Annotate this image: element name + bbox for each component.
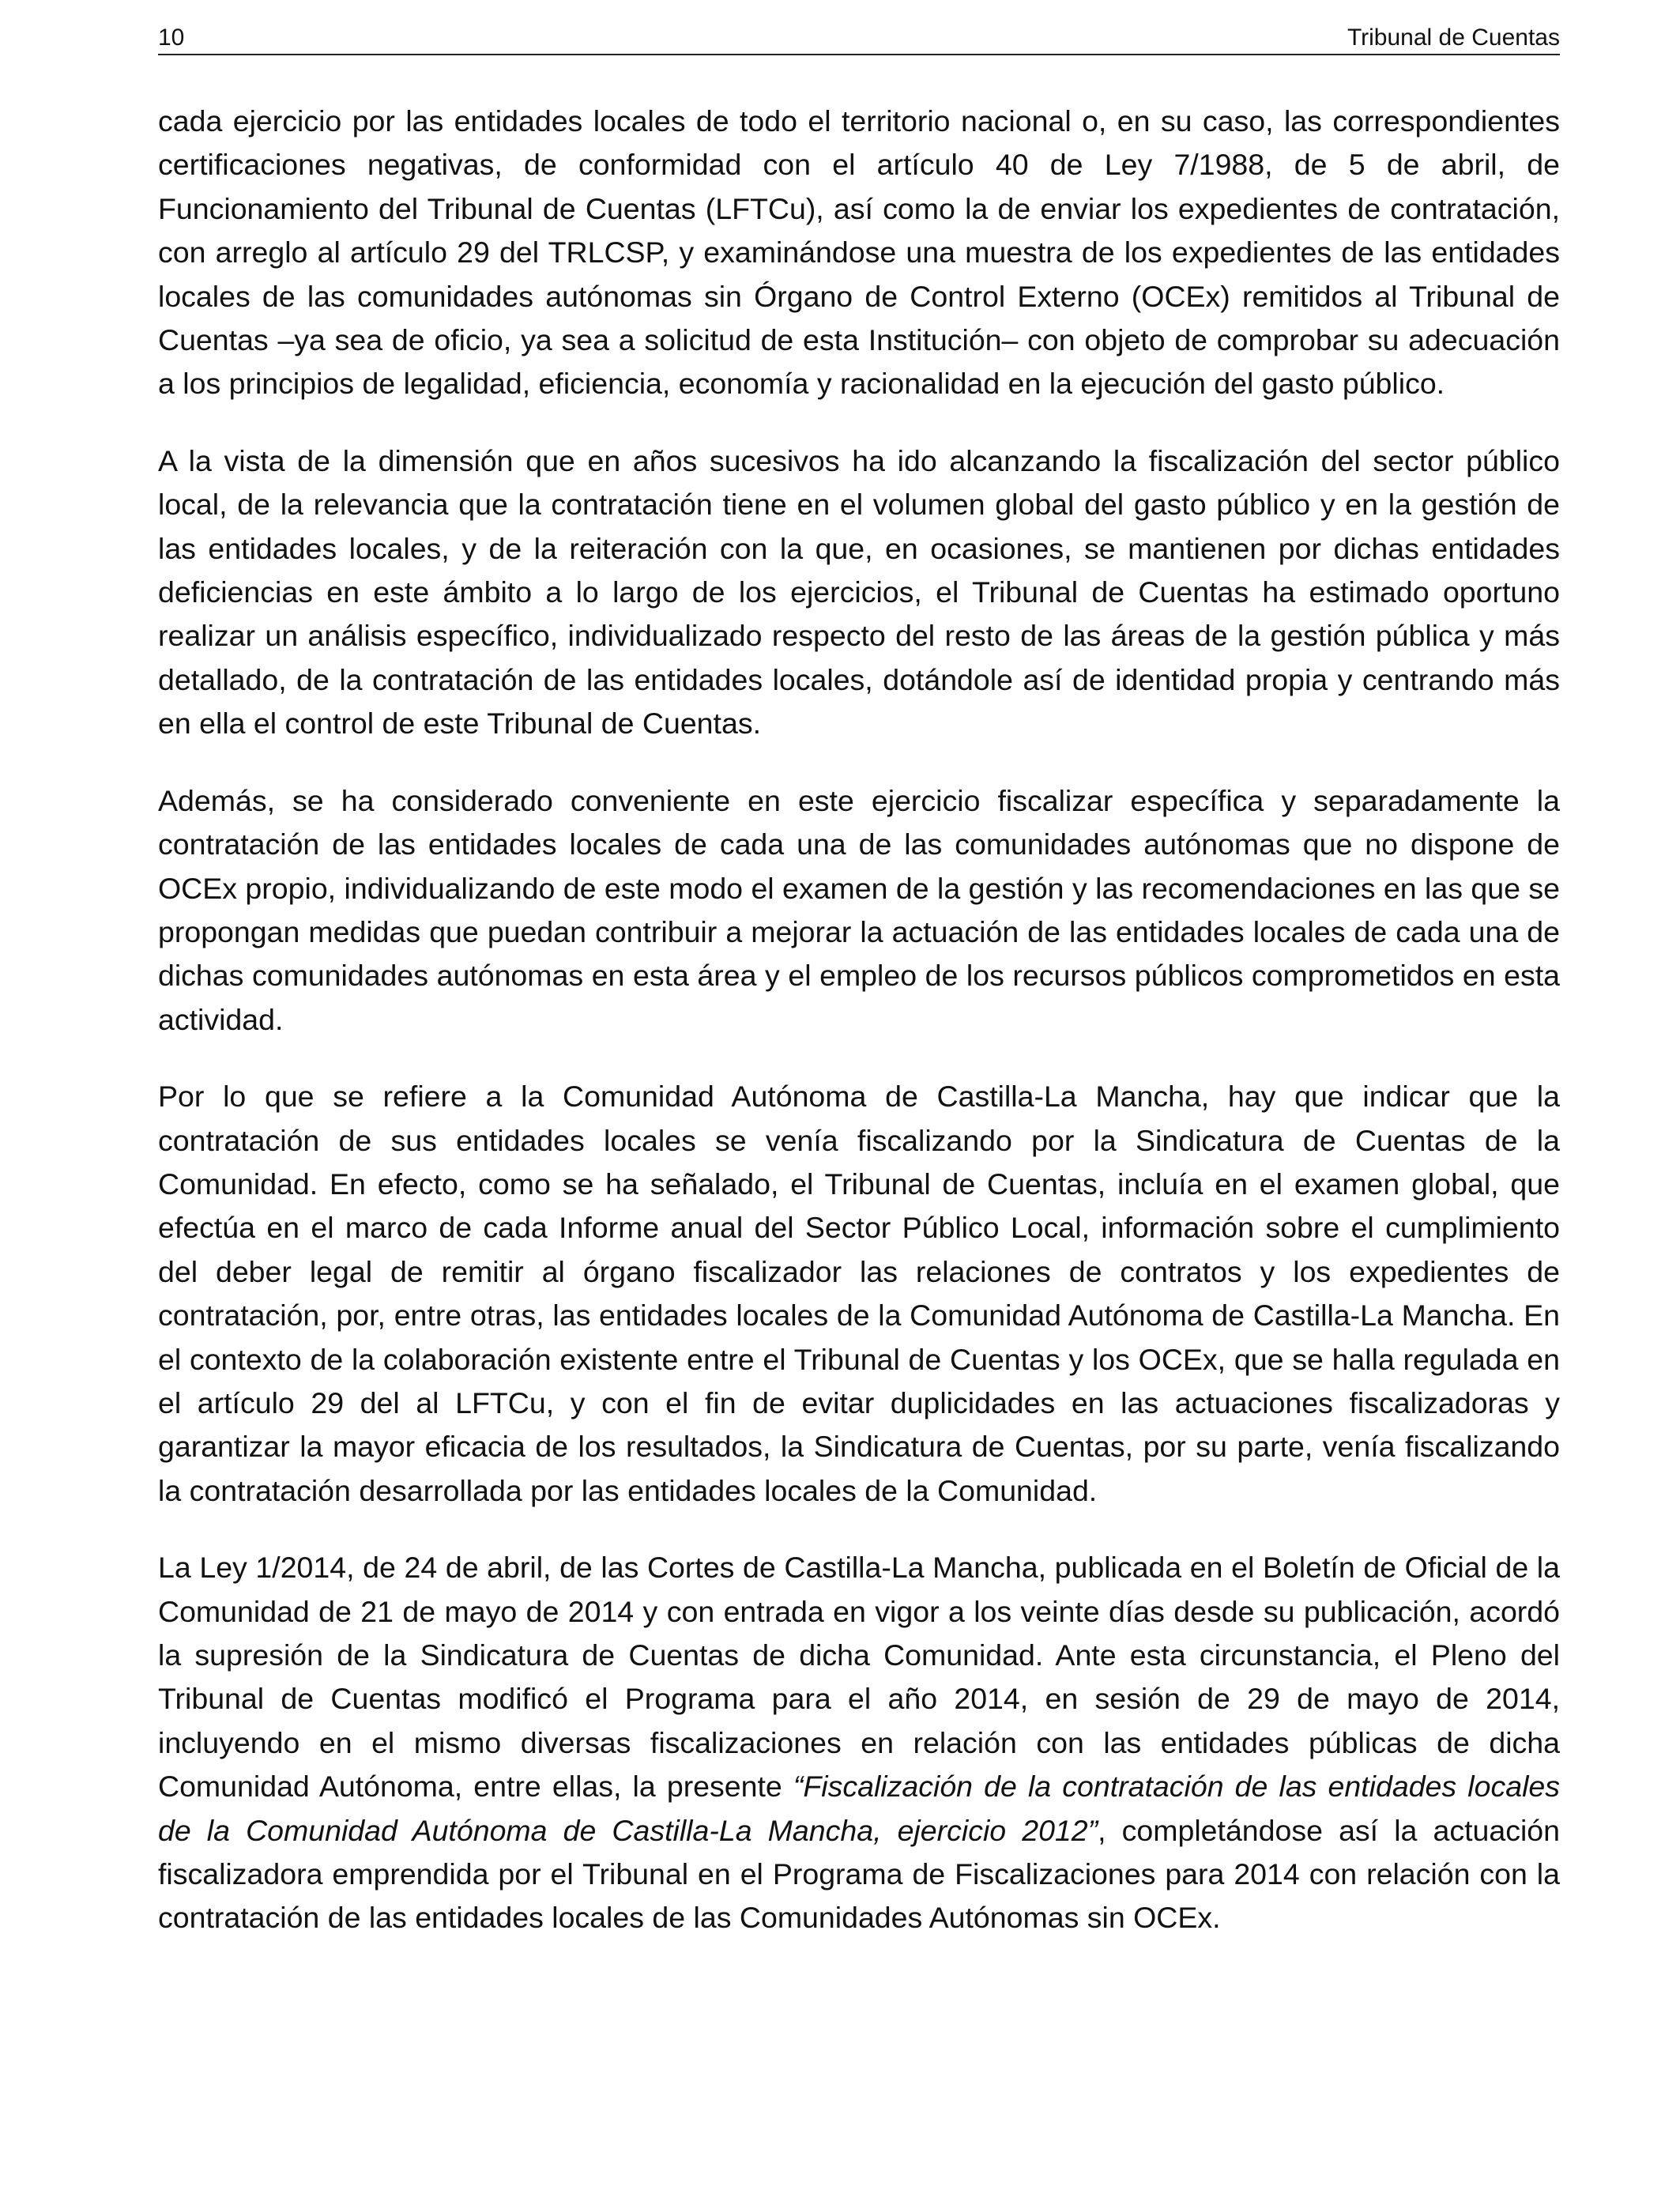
document-body — [158, 100, 1560, 1940]
paragraph-5 — [158, 1546, 1560, 1940]
paragraph-3: Además, se ha considerado conveniente en este ejercicio fiscalizar específica y separadamente la contratación de las entidades locales de cada una de las comunidades autónomas que no dispone de OCEx propio, individualizando de este modo el examen de la gestión y las recomendaciones en las que se propongan medidas que puedan contribuir a mejorar la actuación de las entidades locales de cada una de dichas comunidades autónomas en esta área y el empleo de los recursos públicos comprometidos en esta actividad. — [158, 783, 1560, 1036]
paragraph-2: A la vista de la dimensión que en años sucesivos ha ido alcanzando la fiscalización del sector público local, de la relevancia que la contratación tiene en el volumen global del gasto público y en la gestión de las entidades locales, y de la reiteración con la que, en ocasiones, se mantienen por dichas entidades deficiencias en este ámbito a lo largo de los ejercicios, el Tribunal de Cuentas ha estimado oportuno realizar un análisis específico, individualizado respecto del resto de las áreas de la gestión pública y más detallado, de la contratación de las entidades locales, dotándole así de identidad propia y centrando más en ella el control de este Tribunal de Cuentas. — [158, 443, 1560, 741]
paragraph-1: cada ejercicio por las entidades locales de todo el territorio nacional o, en su caso, las correspondientes certificaciones negativas, de conformidad con el artículo 40 de Ley 7/1988, de 5 de abril, de Funcionamiento del Tribunal de Cuentas (LFTCu), así como la de enviar los expedientes de contratación, con arreglo al artículo 29 del TRLCSP, y examinándose una muestra de los expedientes de las entidades locales de las comunidades autónomas sin Órgano de Control Externo (OCEx) remitidos al Tribunal de Cuentas –ya sea de oficio, ya sea a solicitud de esta Institución– con objeto de comprobar su adecuación a los principios de legalidad, eficiencia, economía y racionalidad en la ejecución del gasto público. — [158, 104, 1560, 401]
paragraph-5-start: La Ley 1/2014, de 24 de abril, de las Cortes de Castilla-La Mancha, publicada en el Boletín de Oficial de la Comunidad de 21 de mayo de 2014 y con entrada en vigor a los veinte días desde su publicación, acordó la supresión de la Sindicatura de Cuentas de dicha Comunidad. Ante esta circunstancia, el Pleno del Tribunal de Cuentas modificó el Programa para el año 2014, en sesión de 29 de mayo de 2014, incluyendo en el mismo diversas fiscalizaciones en relación con las entidades públicas de dicha Comunidad Autónoma, entre ellas, la presente — [158, 1551, 1560, 1804]
page-number: 10 — [158, 25, 185, 51]
page-header — [158, 22, 1560, 55]
paragraph-4: Por lo que se refiere a la Comunidad Autónoma de Castilla-La Mancha, hay que indicar que la contratación de sus entidades locales se venía fiscalizando por la Sindicatura de Cuentas de la Comunidad. En efecto, como se ha señalado, el Tribunal de Cuentas, incluía en el examen global, que efectúa en el marco de cada Informe anual del Sector Público Local, información sobre el cumplimiento del deber legal de remitir al órgano fiscalizador las relaciones de contratos y los expedientes de contratación, por, entre otras, las entidades locales de la Comunidad Autónoma de Castilla-La Mancha. En el contexto de la colaboración existente entre el Tribunal de Cuentas y los OCEx, que se halla regulada en el artículo 29 del al LFTCu, y con el fin de evitar duplicidades en las actuaciones fiscalizadoras y garantizar la mayor eficacia de los resultados, la Sindicatura de Cuentas, por su parte, venía fiscalizando la contratación desarrollada por las entidades locales de la Comunidad. — [158, 1080, 1560, 1507]
paragraph-5-end: , completándose así la actuación fiscalizadora emprendida por el Tribunal en el Programa de Fiscalizaciones para 2014 con relación con la contratación de las entidades locales de las Comunidades Autónomas sin OCEx. — [158, 1813, 1561, 1935]
report-title-quote: “Fiscalización de la contratación de las entidades locales de la Comunidad Autónoma de Castilla-La Mancha, ejercicio 2012” — [158, 1770, 1561, 1847]
header-title: Tribunal de Cuentas — [1347, 25, 1560, 51]
